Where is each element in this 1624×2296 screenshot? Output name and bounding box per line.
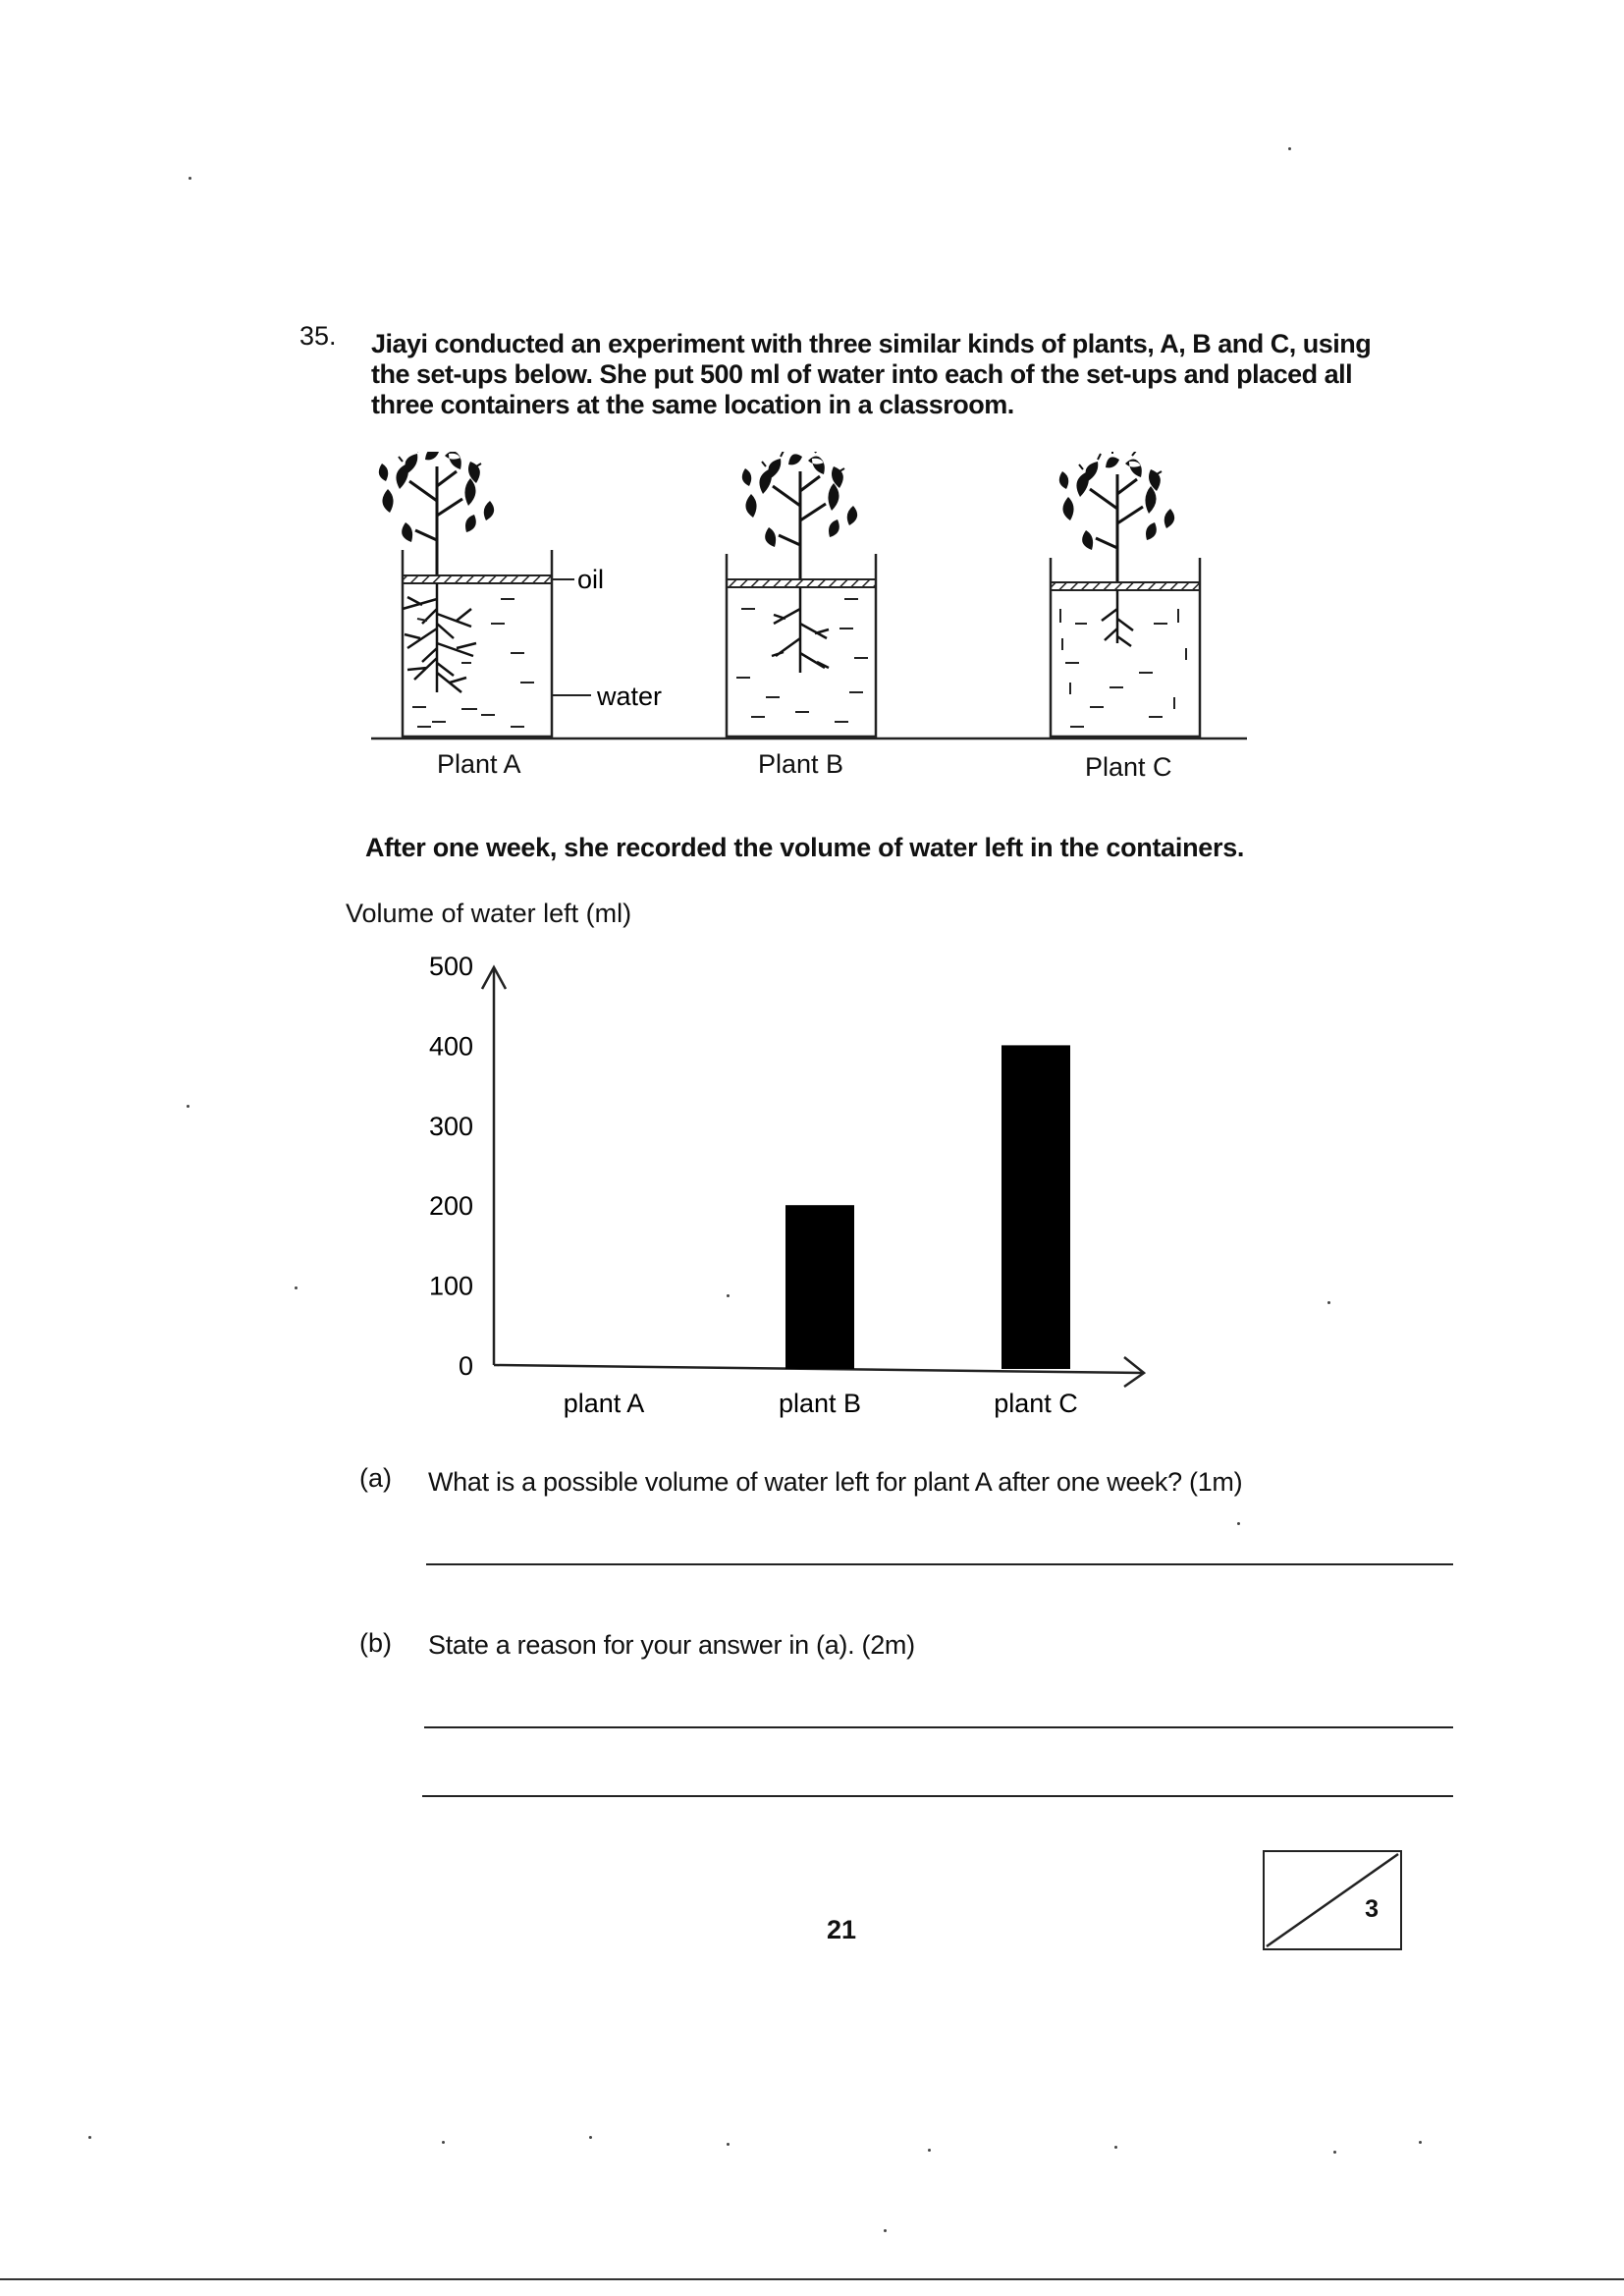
scan-speck xyxy=(1237,1522,1240,1525)
scan-speck xyxy=(727,1294,730,1297)
answer-line-b1[interactable] xyxy=(424,1726,1453,1728)
scan-speck xyxy=(442,2141,445,2144)
answer-line-b2[interactable] xyxy=(422,1795,1453,1797)
oil-label: oil xyxy=(577,565,605,594)
part-a-question: What is a possible volume of water left for plant A after one week? (1m) xyxy=(428,1467,1243,1497)
plant-label-a: Plant A xyxy=(437,749,521,779)
scan-speck xyxy=(928,2149,931,2152)
bar-plant-b xyxy=(785,1205,854,1369)
scan-speck xyxy=(727,2143,730,2146)
scan-speck xyxy=(1333,2151,1336,2154)
marks-box xyxy=(1263,1850,1402,1950)
y-tick-label: 400 xyxy=(428,1031,473,1062)
scan-speck xyxy=(1288,147,1291,150)
scan-speck xyxy=(187,1105,189,1108)
scan-speck xyxy=(589,2136,592,2139)
scan-speck xyxy=(1327,1301,1330,1304)
y-tick-label: 500 xyxy=(428,952,473,981)
part-a-label: (a) xyxy=(359,1463,392,1493)
page-number: 21 xyxy=(827,1915,857,1944)
y-tick-label: 100 xyxy=(428,1271,473,1301)
scan-speck xyxy=(1419,2141,1422,2144)
scan-speck xyxy=(1114,2146,1117,2149)
plant-label-c: Plant C xyxy=(1085,752,1172,782)
x-tick-label: plant C xyxy=(994,1389,1078,1418)
x-tick-label: plant A xyxy=(563,1389,645,1418)
y-tick-label: 300 xyxy=(428,1111,473,1141)
plant-label-b: Plant B xyxy=(758,749,844,779)
x-tick-label: plant B xyxy=(778,1389,862,1418)
scan-speck xyxy=(884,2229,887,2232)
answer-line-a[interactable] xyxy=(426,1563,1453,1565)
question-number: 35. xyxy=(299,321,337,351)
bottom-rule xyxy=(0,2278,1624,2280)
part-b-label: (b) xyxy=(359,1628,392,1658)
question-text: Jiayi conducted an experiment with three similar kinds of plants, A, B and C, using the set-ups below. She put 500 ml of water into each of the set-ups and placed all three containers at the same location in a classroom. xyxy=(371,329,1372,419)
water-label: water xyxy=(597,682,663,711)
y-tick-label: 200 xyxy=(428,1191,473,1222)
bar-plant-c xyxy=(1001,1045,1070,1369)
after-week-text: After one week, she recorded the volume of water left in the containers. xyxy=(365,833,1245,862)
part-b-question: State a reason for your answer in (a). (2m) xyxy=(428,1630,915,1660)
y-tick-label: 0 xyxy=(458,1351,473,1381)
scan-speck xyxy=(295,1286,298,1289)
marks-value: 3 xyxy=(1365,1895,1379,1923)
marks-diagonal xyxy=(1265,1852,1400,1948)
scan-speck xyxy=(88,2136,91,2139)
chart-title: Volume of water left (ml) xyxy=(346,899,632,928)
scan-speck xyxy=(189,177,191,180)
